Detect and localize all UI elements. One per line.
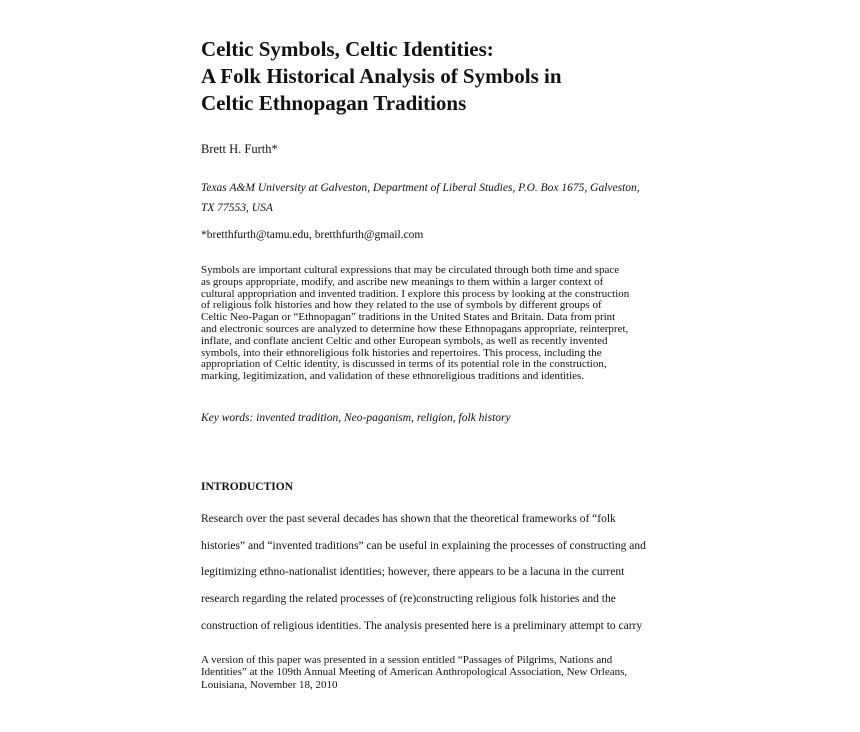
body-paragraph (201, 506, 671, 640)
abstract-line: of religious folk histories and how they related to the use of symbols by different groups of (201, 299, 602, 312)
body-line: construction of religious identities. The analysis presented here is a preliminary attempt to carry (201, 619, 643, 632)
author-affiliation (201, 178, 671, 218)
abstract-line: Symbols are important cultural expressions that may be circulated through both time and space (201, 264, 620, 276)
body-line: histories” and “invented traditions” can be useful in explaining the processes of constructing and (201, 539, 646, 552)
title-line: A Folk Historical Analysis of Symbols in (201, 64, 562, 88)
footnote-line: Identities” at the 109th Annual Meeting of American Anthropological Association, New Orleans, (201, 666, 628, 679)
keywords: Key words: invented tradition, Neo-paganism, religion, folk history (201, 412, 511, 424)
section-heading: INTRODUCTION (201, 481, 294, 493)
body-line: legitimizing ethno-nationalist identities; however, there appears to be a lacuna in the current (201, 566, 625, 579)
footnote (201, 654, 671, 691)
abstract-line: marking, legitimization, and validation of these ethnoreligious traditions and identities. (201, 370, 585, 383)
abstract-line: inflate, and conflate ancient Celtic and other European symbols, as well as recently invented (201, 334, 608, 347)
title-line: Celtic Symbols, Celtic Identities: (201, 37, 494, 61)
title-line: Celtic Ethnopagan Traditions (201, 91, 467, 115)
footnote-line: A version of this paper was presented in a session entitled “Passages of Pilgrims, Nations and (201, 654, 613, 666)
abstract-line: Celtic Neo-Pagan or “Ethnopagan” traditions in the United States and Britain. Data from print (201, 311, 616, 324)
abstract (201, 265, 671, 383)
abstract-line: symbols, into their ethnoreligious folk histories and repertoires. This process, including the (201, 346, 602, 359)
affiliation-line: Texas A&M University at Galveston, Department of Liberal Studies, P.O. Box 1675, Galveston, (201, 182, 640, 194)
abstract-line: as groups appropriate, modify, and ascribe new meanings to them within a larger context of (201, 275, 604, 288)
abstract-line: and electronic sources are analyzed to determine how these Ethnopagans appropriate, reinterpret, (201, 322, 629, 335)
abstract-line: cultural appropriation and invented tradition. I explore this process by looking at the construction (201, 287, 630, 300)
affiliation-line: TX 77553, USA (201, 202, 273, 214)
author-email: *bretthfurth@tamu.edu, bretthfurth@gmail.com (201, 229, 424, 241)
body-line: research regarding the related processes of (re)constructing religious folk histories and the (201, 593, 616, 606)
paper-title (201, 36, 681, 117)
author-name: Brett H. Furth* (201, 142, 278, 156)
footnote-line: Louisiana, November 18, 2010 (201, 678, 338, 691)
abstract-line: appropriation of Celtic identity, is discussed in terms of its potential role in the construction, (201, 358, 607, 371)
body-line: Research over the past several decades has shown that the theoretical frameworks of “folk (201, 513, 616, 525)
